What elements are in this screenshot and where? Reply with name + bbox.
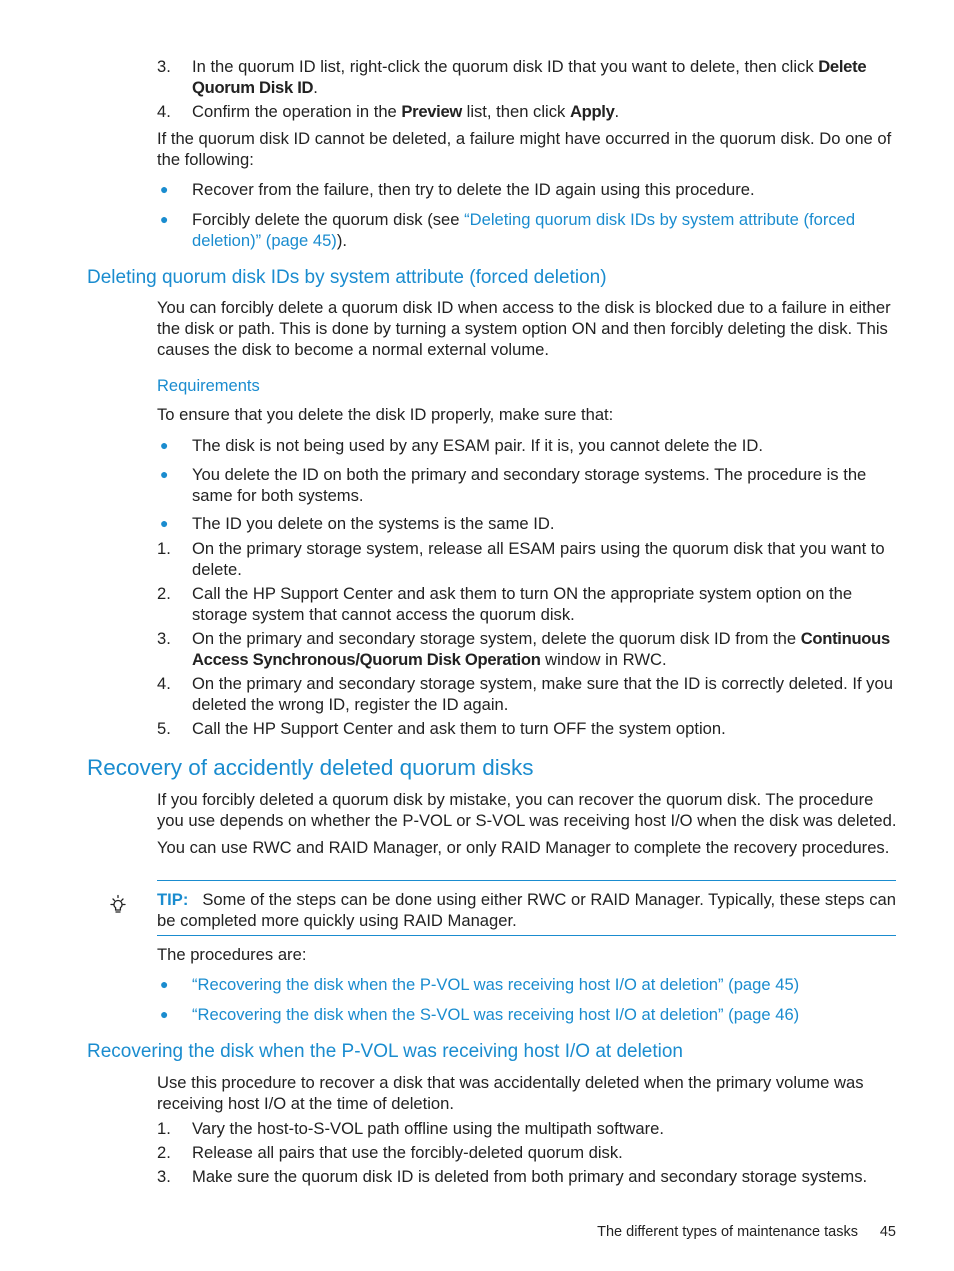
step-number: 5. xyxy=(157,719,171,738)
step-number: 4. xyxy=(157,674,171,693)
bullet-text: The disk is not being used by any ESAM pair. If it is, you cannot delete the ID. xyxy=(192,436,763,455)
cross-reference-link[interactable]: “Recovering the disk when the S-VOL was receiving host I/O at deletion” (page 46) xyxy=(192,1005,800,1024)
paragraph: To ensure that you delete the disk ID properly, make sure that: xyxy=(157,405,614,424)
bullet-text: Forcibly delete the quorum disk (see “Deleting quorum disk IDs by system attribute (forced deletion)” (page 45)). xyxy=(192,210,856,250)
step-text: In the quorum ID list, right-click the quorum disk ID that you want to delete, then click Delete Quorum Disk ID. xyxy=(192,57,867,97)
tip-note xyxy=(157,889,899,931)
bullet-dot: ● xyxy=(160,1006,169,1022)
section-heading: Recovery of accidently deleted quorum disks xyxy=(87,755,534,780)
step-text: On the primary storage system, release all ESAM pairs using the quorum disk that you want to delete. xyxy=(192,539,885,579)
bullet-dot: ● xyxy=(160,437,169,453)
step-number: 2. xyxy=(157,584,171,603)
step-number: 3. xyxy=(157,57,171,76)
step-number: 1. xyxy=(157,539,171,558)
step-text: Make sure the quorum disk ID is deleted from both primary and secondary storage systems. xyxy=(192,1167,868,1186)
ui-term: Continuous Access Synchronous/Quorum Disk Operation xyxy=(192,629,890,669)
step-text: Release all pairs that use the forcibly-deleted quorum disk. xyxy=(192,1143,623,1162)
step-number: 1. xyxy=(157,1119,171,1138)
bullet-dot: ● xyxy=(160,976,169,992)
step-text: Call the HP Support Center and ask them to turn OFF the system option. xyxy=(192,719,726,738)
paragraph: Use this procedure to recover a disk that was accidentally deleted when the primary volume was receiving host I/O at the time of deletion. xyxy=(157,1073,864,1113)
step-text: Confirm the operation in the Preview list, then click Apply. xyxy=(192,102,620,121)
ui-term: Delete Quorum Disk ID xyxy=(192,57,867,97)
section-heading: Deleting quorum disk IDs by system attribute (forced deletion) xyxy=(87,267,607,288)
bullet-text: The ID you delete on the systems is the same ID. xyxy=(192,514,555,533)
paragraph: You can use RWC and RAID Manager, or only RAID Manager to complete the recovery procedures. xyxy=(157,838,890,857)
tip-text: Some of the steps can be done using either RWC or RAID Manager. Typically, these steps can be completed more quickly using RAID Manager. xyxy=(157,890,896,930)
ui-term: Preview xyxy=(401,102,463,121)
step-text: Vary the host-to-S-VOL path offline using the multipath software. xyxy=(192,1119,664,1138)
page-number: 45 xyxy=(879,1224,896,1240)
bullet-text: Recover from the failure, then try to delete the ID again using this procedure. xyxy=(192,180,755,199)
subsection-heading: Requirements xyxy=(157,377,260,395)
step-text: Call the HP Support Center and ask them to turn ON the appropriate system option on the storage system that cannot access the quorum disk. xyxy=(192,584,853,624)
step-number: 4. xyxy=(157,102,171,121)
ui-term: Apply xyxy=(569,102,615,121)
bullet-text: You delete the ID on both the primary and secondary storage systems. The procedure is the same for both systems. xyxy=(192,465,867,505)
footer-title: The different types of maintenance tasks xyxy=(597,1224,858,1240)
step-text: On the primary and secondary storage system, make sure that the ID is correctly deleted. If you deleted the wrong ID, register the ID again. xyxy=(192,674,893,714)
step-text: On the primary and secondary storage system, delete the quorum disk ID from the Continuous Access Synchronous/Quorum Disk Operation window in RWC. xyxy=(192,629,890,669)
paragraph: If you forcibly deleted a quorum disk by mistake, you can recover the quorum disk. The procedure you use depends on whether the P-VOL or S-VOL was receiving host I/O when the disk was deleted. xyxy=(157,790,897,830)
tip-label: TIP: xyxy=(157,890,189,909)
paragraph: You can forcibly delete a quorum disk ID when access to the disk is blocked due to a failure in either the disk or path. This is done by turning a system option ON and then forcibly deleting the disk. This causes the disk to become a normal external volume. xyxy=(157,298,891,359)
step-number: 2. xyxy=(157,1143,171,1162)
tip-bottom-rule xyxy=(157,935,896,936)
bullet-dot: ● xyxy=(160,211,169,227)
tip-top-rule xyxy=(157,880,896,881)
bullet-dot: ● xyxy=(160,466,169,482)
paragraph: If the quorum disk ID cannot be deleted, a failure might have occurred in the quorum disk. Do one of the following: xyxy=(157,129,892,169)
paragraph: The procedures are: xyxy=(157,945,307,964)
bullet-dot: ● xyxy=(160,515,169,531)
lightbulb-icon xyxy=(108,894,128,916)
bullet-dot: ● xyxy=(160,181,169,197)
cross-reference-link[interactable]: “Recovering the disk when the P-VOL was receiving host I/O at deletion” (page 45) xyxy=(192,975,800,994)
step-number: 3. xyxy=(157,629,171,648)
step-number: 3. xyxy=(157,1167,171,1186)
section-heading: Recovering the disk when the P-VOL was receiving host I/O at deletion xyxy=(87,1041,683,1062)
cross-reference-link[interactable]: “Deleting quorum disk IDs by system attribute (forced deletion)” (page 45) xyxy=(192,210,856,250)
